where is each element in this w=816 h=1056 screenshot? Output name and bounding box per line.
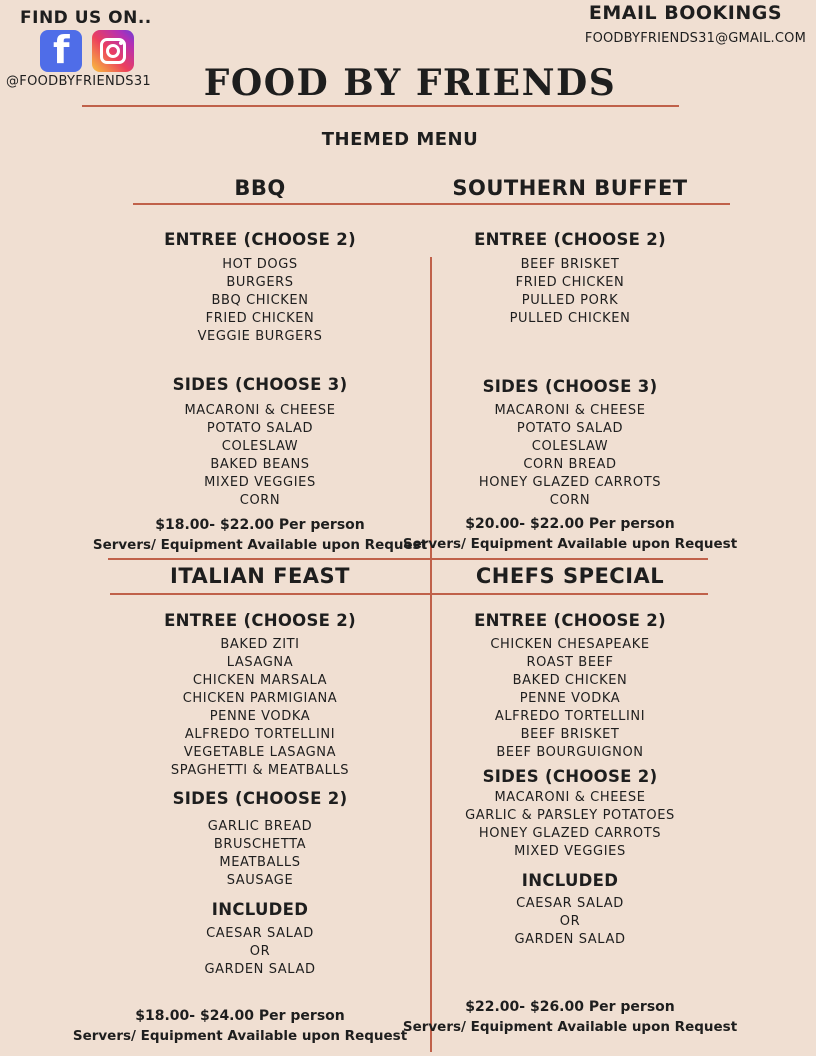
servers-note: Servers/ Equipment Available upon Request [402,1019,738,1035]
menu-item: PENNE VODKA [209,709,311,724]
sides-list [432,402,708,510]
menu-item: GARLIC & PARSLEY POTATOES [465,808,675,823]
menu-item: MACARONI & CHEESE [494,790,646,805]
entree-list [432,256,708,328]
sides-list [90,402,430,510]
top-divider [133,203,730,205]
title-divider [82,105,679,107]
email-address[interactable]: FOODBYFRIENDS31@GMAIL.COM [584,31,806,46]
price: $20.00- $22.00 Per person [465,516,675,532]
menu-item: PENNE VODKA [519,691,621,706]
sides-heading: SIDES (CHOOSE 2) [482,767,658,786]
menu-item: ALFREDO TORTELLINI [184,727,336,742]
menu-item: ROAST BEEF [526,655,614,670]
menu-item: LASAGNA [226,655,294,670]
menu-item: GARDEN SALAD [204,962,316,977]
menu-item: FRIED CHICKEN [515,275,625,290]
servers-note: Servers/ Equipment Available upon Request [72,1028,408,1044]
sides-heading: SIDES (CHOOSE 3) [172,375,348,394]
menu-item: GARLIC BREAD [207,819,313,834]
price: $22.00- $26.00 Per person [465,999,675,1015]
facebook-icon[interactable]: f [40,30,82,72]
menu-item: CAESAR SALAD [516,896,624,911]
sides-heading: SIDES (CHOOSE 3) [482,377,658,396]
entree-heading: ENTREE (CHOOSE 2) [164,230,356,249]
menu-item: HONEY GLAZED CARROTS [478,475,662,490]
entree-list [90,636,430,780]
menu-title: BBQ [234,176,286,200]
brand-title: FOOD BY FRIENDS [203,62,617,104]
sides-list [90,818,430,890]
menu-item: BEEF BRISKET [520,257,620,272]
sides-heading: SIDES (CHOOSE 2) [172,789,348,808]
menu-item: BURGERS [226,275,294,290]
menu-item: BAKED BEANS [210,457,310,472]
menu-item: BEEF BOURGUIGNON [496,745,644,760]
menu-item: ALFREDO TORTELLINI [494,709,646,724]
included-list [90,925,430,979]
menu-item: HONEY GLAZED CARROTS [478,826,662,841]
price: $18.00- $22.00 Per person [155,517,365,533]
entree-list [90,256,430,346]
menu-item: COLESLAW [221,439,299,454]
entree-heading: ENTREE (CHOOSE 2) [474,230,666,249]
menu-item: CHICKEN MARSALA [192,673,328,688]
entree-heading: ENTREE (CHOOSE 2) [474,611,666,630]
sides-list [432,789,708,861]
included-heading: INCLUDED [211,900,309,919]
find-us-label: FIND US ON.. [20,8,152,28]
menu-title: CHEFS SPECIAL [475,564,665,588]
included-heading: INCLUDED [521,871,619,890]
menu-item: CAESAR SALAD [206,926,314,941]
instagram-icon[interactable] [92,30,134,72]
menu-item: CORN [239,493,281,508]
menu-item: MIXED VEGGIES [204,475,316,490]
menu-item: GARDEN SALAD [514,932,626,947]
menu-item: SAUSAGE [226,873,294,888]
menu-item: BBQ CHICKEN [211,293,309,308]
menu-item: BAKED CHICKEN [512,673,628,688]
menu-item: BRUSCHETTA [213,837,307,852]
menu-item: MIXED VEGGIES [514,844,626,859]
menu-item: SPAGHETTI & MEATBALLS [170,763,350,778]
middle-divider-upper [108,558,708,560]
entree-heading: ENTREE (CHOOSE 2) [164,611,356,630]
menu-item: VEGETABLE LASAGNA [183,745,337,760]
menu-item: FRIED CHICKEN [205,311,315,326]
included-list [432,895,708,949]
menu-item: COLESLAW [531,439,609,454]
menu-item: PULLED PORK [521,293,619,308]
menu-item: OR [249,944,271,959]
menu-item: VEGGIE BURGERS [197,329,323,344]
menu-title: ITALIAN FEAST [170,564,350,588]
menu-item: BEEF BRISKET [520,727,620,742]
servers-note: Servers/ Equipment Available upon Request [402,536,738,552]
menu-item: CHICKEN PARMIGIANA [182,691,338,706]
price: $18.00- $24.00 Per person [135,1008,345,1024]
menu-item: MACARONI & CHEESE [494,403,646,418]
middle-divider-lower [110,593,708,595]
menu-item: BAKED ZITI [220,637,300,652]
menu-item: CORN [549,493,591,508]
email-bookings-heading: EMAIL BOOKINGS [588,2,782,24]
menu-title: SOUTHERN BUFFET [452,176,688,200]
menu-item: POTATO SALAD [206,421,314,436]
entree-list [432,636,708,762]
servers-note: Servers/ Equipment Available upon Request [92,537,428,553]
menu-item: OR [559,914,581,929]
menu-item: PULLED CHICKEN [509,311,631,326]
menu-item: HOT DOGS [222,257,298,272]
menu-item: POTATO SALAD [516,421,624,436]
menu-item: CORN BREAD [523,457,617,472]
social-handle: @FOODBYFRIENDS31 [6,74,151,89]
menu-subtitle: THEMED MENU [321,129,479,150]
menu-item: MEATBALLS [219,855,301,870]
menu-item: MACARONI & CHEESE [184,403,336,418]
menu-item: CHICKEN CHESAPEAKE [490,637,650,652]
